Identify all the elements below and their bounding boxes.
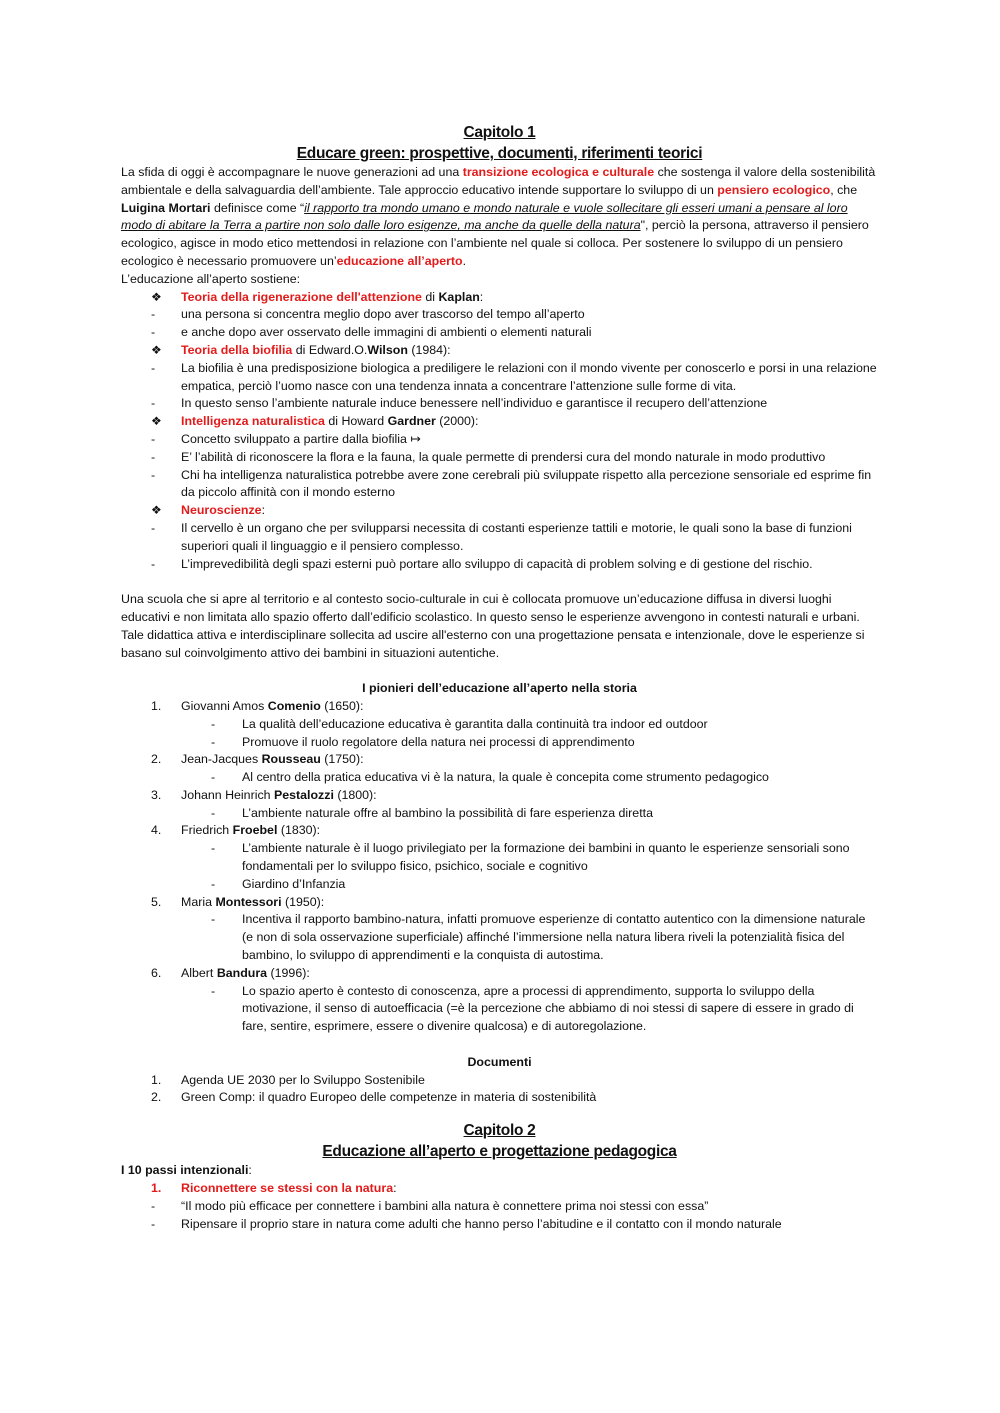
document-page [121, 122, 878, 1233]
pioneer-comenio [121, 698, 878, 716]
diamond-bullet-icon: ❖ [151, 414, 162, 429]
list-item-text: E’ l’abilità di riconoscere la flora e la fauna, la quale permette di prendersi cura del mondo naturale in modo produttivo [181, 449, 826, 464]
dash-bullet: - [211, 805, 216, 820]
list-number: 1. [151, 1072, 162, 1087]
pioneer-bandura [121, 965, 878, 983]
pioneer-surname: Comenio [267, 698, 321, 713]
dash-bullet: - [151, 1216, 156, 1231]
pioneer-text: Albert [181, 965, 217, 980]
list-item-text: Agenda UE 2030 per lo Sviluppo Sostenibile [181, 1072, 425, 1087]
list-item [121, 876, 878, 894]
diamond-bullet-icon: ❖ [151, 503, 162, 518]
pioneer-text: Maria [181, 894, 216, 909]
list-item [121, 360, 878, 396]
list-number: 3. [151, 787, 162, 802]
list-item [121, 467, 878, 503]
theory-name: Neuroscienze [181, 503, 262, 518]
chapter2-subtitle: Educazione all’aperto e progettazione pedagogica [322, 1143, 677, 1161]
intro-text: . [462, 253, 467, 268]
pioneer-text: (1950): [281, 894, 325, 909]
pioneer-surname: Montessori [215, 894, 282, 909]
pioneer-text: (1830): [277, 823, 321, 838]
list-item-text: L’ambiente naturale offre al bambino la possibilità di fare esperienza diretta [242, 805, 653, 820]
list-item-text: Giardino d’Infanzia [242, 876, 346, 891]
pioneer-text: (1996): [267, 965, 310, 980]
theory-author: Gardner [387, 414, 436, 429]
pioneer-text: Giovanni Amos [181, 698, 268, 713]
theory-kaplan [121, 289, 878, 307]
theory-text: : [261, 503, 266, 518]
list-number: 1. [151, 698, 162, 713]
pioneer-text: (1750): [320, 752, 364, 767]
pioneer-pestalozzi [121, 787, 878, 805]
theory-text: (1984): [407, 342, 451, 357]
chapter1-subtitle: Educare green: prospettive, documenti, riferimenti teorici [296, 145, 703, 162]
list-item-text: “Il modo più efficace per connettere i bambini alla natura è connettere prima noi stessi con essa” [181, 1198, 709, 1213]
dash-bullet: - [151, 431, 156, 446]
dash-bullet: - [151, 396, 156, 411]
list-item-text: Incentiva il rapporto bambino-natura, infatti promuove esperienze di contatto autentico con la dimensione naturale (e non di sola osservazione superficiale) affinché l’immersione nella natura libera riveli la potenzialità fisica del bambino, lo sviluppo di apprendimenti e la conquista di autostima. [242, 912, 866, 963]
spacer [121, 1036, 878, 1054]
intro-text: La sfida di oggi è accompagnare le nuove generazioni ad una [121, 165, 463, 179]
pioneer-surname: Bandura [216, 965, 268, 980]
theory-text: di [421, 289, 439, 304]
list-item [121, 805, 878, 823]
list-item [121, 431, 878, 449]
list-item [121, 520, 878, 556]
pioneer-text: (1650): [320, 698, 364, 713]
theory-text: di Howard [324, 414, 388, 429]
list-number: 2. [151, 752, 162, 767]
pioneer-montessori [121, 894, 878, 912]
steps-label [121, 1162, 878, 1180]
dash-bullet: - [151, 556, 156, 571]
dash-bullet: - [211, 912, 216, 927]
list-item-text: Chi ha intelligenza naturalistica potrebbe avere zone cerebrali più sviluppate rispetto alla percezione sensoriale ed esprime fin da piccolo affinità con il mondo esterno [181, 467, 872, 500]
dash-bullet: - [211, 770, 216, 785]
dash-bullet: - [151, 1198, 156, 1213]
list-item-text: La qualità dell’educazione educativa è garantita dalla continuità tra indoor ed outdoor [242, 716, 708, 731]
intro-text: , che [830, 182, 858, 197]
intro-text: ", perciò la persona, attraverso il pensiero ecologico, agisce in modo etico mettendosi in relazione con l’ambiente nel quale si colloca. Per sostenere lo sviluppo di un pensiero ecologico è necessario promuovere un’ [121, 218, 869, 268]
list-number: 4. [151, 823, 162, 838]
theory-text: : [479, 289, 484, 304]
dash-bullet: - [211, 734, 216, 749]
list-item-text: Al centro della pratica educativa vi è la natura, la quale è concepita come strumento pedagogico [242, 770, 769, 785]
list-item-text: Promuove il ruolo regolatore della natura nei processi di apprendimento [242, 734, 635, 749]
list-item-text: Green Comp: il quadro Europeo delle competenze in materia di sostenibilità [181, 1090, 597, 1105]
mortari-quote: il rapporto tra mondo umano e mondo naturale e vuole sollecitare gli esseri umani a pensare al loro modo di abitare la Terra a partire non solo dalle loro esigenze, ma anche da quelle della natura [121, 200, 848, 233]
pioneer-text: (1800): [333, 787, 377, 802]
dash-bullet: - [151, 449, 156, 464]
pioneer-text: Jean-Jacques [181, 752, 262, 767]
theory-text: (2000): [435, 414, 479, 429]
pioneer-text: Johann Heinrich [181, 787, 274, 802]
chapter2-title: Capitolo 2 [463, 1122, 536, 1140]
diamond-bullet-icon: ❖ [151, 342, 162, 357]
spacer [121, 662, 878, 680]
sustains-line: L’educazione all’aperto sostiene: [121, 271, 301, 286]
pioneer-surname: Rousseau [261, 752, 321, 767]
document-item [121, 1072, 878, 1090]
diamond-bullet-icon: ❖ [151, 289, 162, 304]
pioneer-surname: Froebel [232, 823, 278, 838]
list-item-text: e anche dopo aver osservato delle immagini di ambienti o elementi naturali [181, 325, 592, 340]
theory-text: di Edward.O. [292, 342, 368, 357]
list-item [121, 306, 878, 324]
dash-bullet: - [151, 520, 156, 535]
list-item [121, 1198, 878, 1216]
list-item-text: Lo spazio aperto è contesto di conoscenza, apre a processi di apprendimento, supporta lo sviluppo della motivazione, il senso di autoefficacia (=è la percezione che abbiamo di noi stessi di sapere di essere in grado di fare, sentire, esprimere, essere o divenire qualcosa) e di autoregolazione. [242, 983, 854, 1034]
dash-bullet: - [211, 876, 216, 891]
list-item [121, 449, 878, 467]
list-item [121, 734, 878, 752]
step-title: Riconnettere se stessi con la natura [181, 1181, 394, 1196]
keyword-educazione-aperto: educazione all’aperto [336, 253, 463, 268]
list-item-text: Ripensare il proprio stare in natura come adulti che hanno perso l’abitudine e il contatto con il mondo naturale [181, 1216, 782, 1231]
keyword-pensiero-ecologico: pensiero ecologico [717, 182, 831, 197]
dash-bullet: - [151, 307, 156, 322]
steps-label-text: I 10 passi intenzionali [121, 1163, 249, 1178]
theory-gardner [121, 413, 878, 431]
dash-bullet: - [211, 841, 216, 856]
theory-name: Intelligenza naturalistica [181, 414, 325, 429]
list-item-text: L’imprevedibilità degli spazi esterni può portare allo sviluppo di capacità di problem solving e di gestione del rischio. [181, 556, 813, 571]
list-number: 1. [151, 1181, 162, 1196]
dash-bullet: - [211, 716, 216, 731]
list-item-text: La biofilia è una predisposizione biologica a prediligere le relazioni con il mondo vivente per conoscerlo e porsi in una relazione empatica, perciò l’uomo nasce con una tendenza innata a concentrare l’attenzione sulle forme di vita. [181, 360, 877, 393]
list-item-text: In questo senso l’ambiente naturale induce benessere nell’individuo e garantisce il recupero dell’attenzione [181, 396, 768, 411]
pioneer-froebel [121, 822, 878, 840]
list-item [121, 556, 878, 574]
steps-label-colon: : [248, 1163, 252, 1178]
dash-bullet: - [151, 360, 156, 375]
keyword-transizione: transizione ecologica e culturale [462, 165, 655, 179]
list-item-text: una persona si concentra meglio dopo aver trascorso del tempo all’aperto [181, 307, 585, 322]
list-item [121, 395, 878, 413]
dash-bullet: - [151, 467, 156, 482]
list-item [121, 983, 878, 1036]
step-1 [121, 1180, 878, 1198]
intro-paragraph [121, 164, 878, 271]
list-item [121, 769, 878, 787]
list-number: 5. [151, 894, 162, 909]
intro-text: definisce come “ [210, 200, 305, 215]
intro-text: che sostenga il valore della sostenibilità ambientale e della salvaguardia dell’ambiente. Tale approccio educativo intende supportare lo sviluppo di un [121, 165, 876, 197]
pioneer-text: Friedrich [181, 823, 233, 838]
theory-name: Teoria della rigenerazione dell'attenzione [181, 289, 422, 304]
school-paragraph: Una scuola che si apre al territorio e al contesto socio-culturale in cui è collocata promuove un’educazione diffusa in diversi luoghi educativi e non limitata allo spazio offerto dall’edificio scolastico. In questo senso le esperienze avvengono in contesti naturali e urbani. Tale didattica attiva e interdisciplinare sollecita ad uscire all'esterno con una progettazione pensata e intenzionale, dove le esperienze si basano sul coinvolgimento attivo dei bambini in situazioni autentiche. [121, 592, 865, 660]
dash-bullet: - [211, 983, 216, 998]
pioneers-heading: I pionieri dell’educazione all’aperto nella storia [362, 681, 637, 696]
list-item [121, 324, 878, 342]
document-item [121, 1089, 878, 1107]
list-item-text: Il cervello è un organo che per svilupparsi necessita di costanti esperienze tattili e motorie, le quali sono la base di funzioni superiori quali il linguaggio e il pensiero complesso. [181, 520, 852, 553]
list-item [121, 911, 878, 964]
list-item-text: L’ambiente naturale è il luogo privilegiato per la formazione dei bambini in quanto le esperienze sensoriali sono fondamentali per lo sviluppo fisico, psichico, sociale e cognitivo [242, 841, 850, 874]
theory-neuroscienze [121, 502, 878, 520]
list-item [121, 840, 878, 876]
spacer [121, 573, 878, 591]
theory-author: Wilson [367, 342, 408, 357]
list-item [121, 716, 878, 734]
list-number: 2. [151, 1090, 162, 1105]
pioneer-rousseau [121, 751, 878, 769]
author-mortari: Luigina Mortari [121, 200, 211, 215]
dash-bullet: - [151, 325, 156, 340]
theory-name: Teoria della biofilia [181, 342, 293, 357]
theory-wilson [121, 342, 878, 360]
chapter1-title: Capitolo 1 [463, 124, 536, 141]
documents-heading: Documenti [467, 1054, 532, 1069]
theory-author: Kaplan [438, 289, 480, 304]
pioneer-surname: Pestalozzi [273, 787, 334, 802]
list-item [121, 1216, 878, 1234]
list-item-text: Concetto sviluppato a partire dalla biofilia ↦ [181, 431, 421, 446]
list-number: 6. [151, 965, 162, 980]
step-text: : [393, 1181, 397, 1196]
